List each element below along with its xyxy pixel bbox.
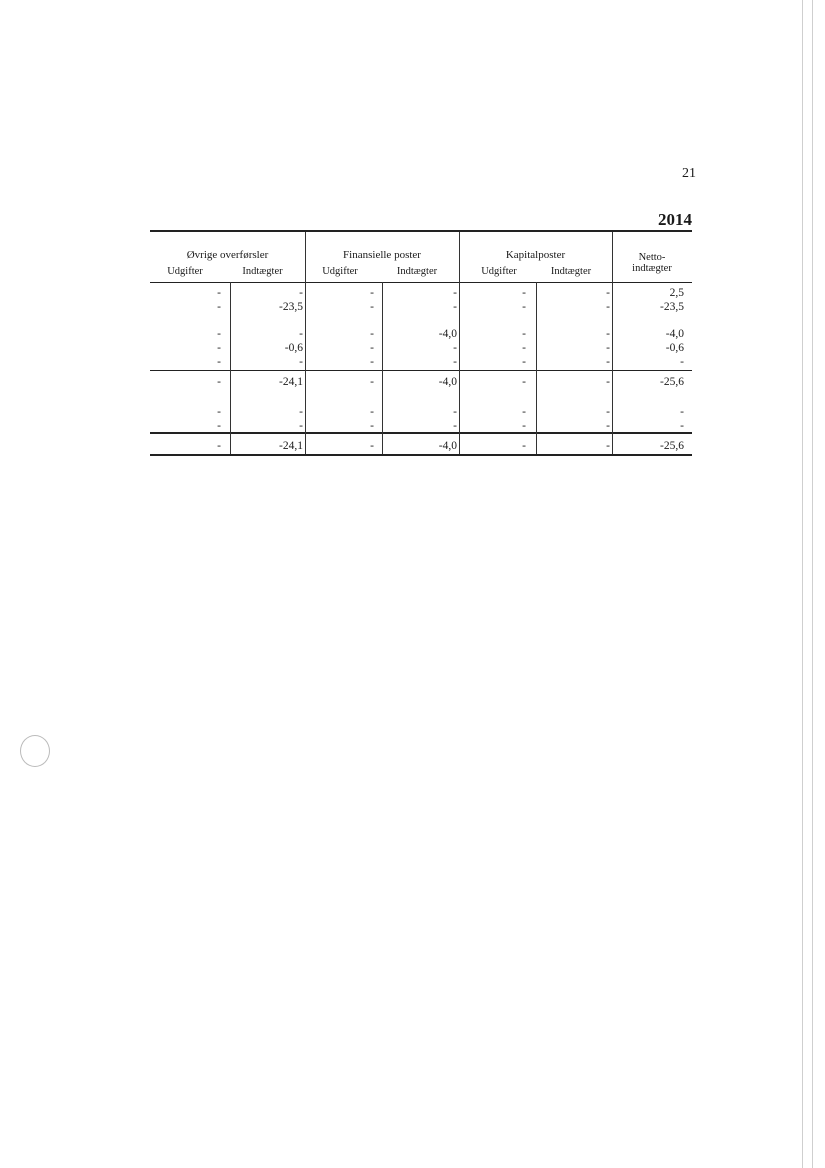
table-year: 2014 (658, 210, 692, 229)
table-cell: - (606, 301, 610, 313)
separator-col-5 (536, 282, 537, 454)
table-cell: - (453, 301, 457, 313)
budget-table (150, 230, 692, 458)
netto-header-line-1: Netto- (638, 252, 666, 263)
table-cell: - (606, 356, 610, 368)
table-cell: -0,6 (284, 342, 303, 354)
group-header-finansielle: Finansielle poster (343, 249, 421, 261)
group-header-kapital: Kapitalposter (505, 249, 566, 261)
table-cell: -4,0 (438, 328, 457, 340)
group-header-ovrige: Øvrige overførsler (186, 249, 269, 261)
table-cell: - (217, 440, 221, 452)
table-cell: -4,0 (665, 328, 684, 340)
page-number: 21 (682, 166, 696, 181)
table-cell: - (299, 356, 303, 368)
rule-total-top (150, 432, 692, 434)
page-edge (802, 0, 803, 1168)
rule-header (150, 282, 692, 283)
table-cell: -0,6 (665, 342, 684, 354)
table-cell: -25,6 (660, 440, 684, 452)
rule-top (150, 230, 692, 232)
binder-hole (20, 735, 50, 767)
table-cell: - (522, 328, 526, 340)
table-cell: - (370, 376, 374, 388)
table-cell: - (680, 420, 684, 432)
table-cell: - (522, 342, 526, 354)
table-cell: - (370, 420, 374, 432)
table-cell: - (606, 342, 610, 354)
table-cell: - (522, 301, 526, 313)
col-header-udgifter: Udgifter (481, 266, 517, 277)
table-cell: - (217, 420, 221, 432)
separator-col-3 (382, 282, 383, 454)
table-cell: - (299, 328, 303, 340)
table-cell: - (522, 440, 526, 452)
table-cell: -23,5 (279, 301, 303, 313)
rule-subtotal (150, 370, 692, 371)
col-header-netto (612, 252, 692, 274)
table-cell: - (370, 287, 374, 299)
table-cell: -23,5 (660, 301, 684, 313)
table-cell: -4,0 (438, 440, 457, 452)
table-cell: - (606, 376, 610, 388)
table-cell: - (606, 328, 610, 340)
table-cell: - (299, 420, 303, 432)
rule-bottom (150, 454, 692, 456)
table-cell: - (606, 420, 610, 432)
table-cell: 2,5 (669, 287, 684, 299)
col-header-indtaegter: Indtægter (242, 266, 283, 277)
table-cell: - (217, 328, 221, 340)
table-cell: - (370, 328, 374, 340)
table-cell: - (217, 356, 221, 368)
table-cell: - (217, 376, 221, 388)
table-cell: - (217, 301, 221, 313)
table-cell: - (370, 342, 374, 354)
netto-header-line-2: indtægter (632, 263, 672, 274)
table-cell: - (680, 406, 684, 418)
table-cell: - (522, 406, 526, 418)
table-cell: -25,6 (660, 376, 684, 388)
table-cell: - (522, 420, 526, 432)
table-cell: - (680, 356, 684, 368)
col-header-indtaegter: Indtægter (550, 266, 592, 277)
table-cell: - (606, 440, 610, 452)
table-cell: - (453, 356, 457, 368)
table-cell: - (370, 356, 374, 368)
table-cell: - (606, 287, 610, 299)
table-cell: -24,1 (279, 440, 303, 452)
table-cell: - (453, 406, 457, 418)
table-cell: - (299, 406, 303, 418)
col-header-indtaegter: Indtægter (396, 266, 438, 277)
table-cell: - (606, 406, 610, 418)
table-cell: - (217, 287, 221, 299)
table-cell: - (217, 342, 221, 354)
table-cell: - (522, 287, 526, 299)
table-cell: -4,0 (438, 376, 457, 388)
table-cell: - (453, 420, 457, 432)
table-cell: -24,1 (279, 376, 303, 388)
table-cell: - (522, 376, 526, 388)
col-header-udgifter: Udgifter (322, 266, 358, 277)
table-cell: - (217, 406, 221, 418)
table-cell: - (522, 356, 526, 368)
table-cell: - (299, 287, 303, 299)
page-edge (812, 0, 813, 1168)
separator-col-1 (230, 282, 231, 454)
col-header-udgifter: Udgifter (167, 266, 203, 277)
table-cell: - (453, 342, 457, 354)
table-cell: - (453, 287, 457, 299)
table-cell: - (370, 440, 374, 452)
table-cell: - (370, 301, 374, 313)
table-cell: - (370, 406, 374, 418)
